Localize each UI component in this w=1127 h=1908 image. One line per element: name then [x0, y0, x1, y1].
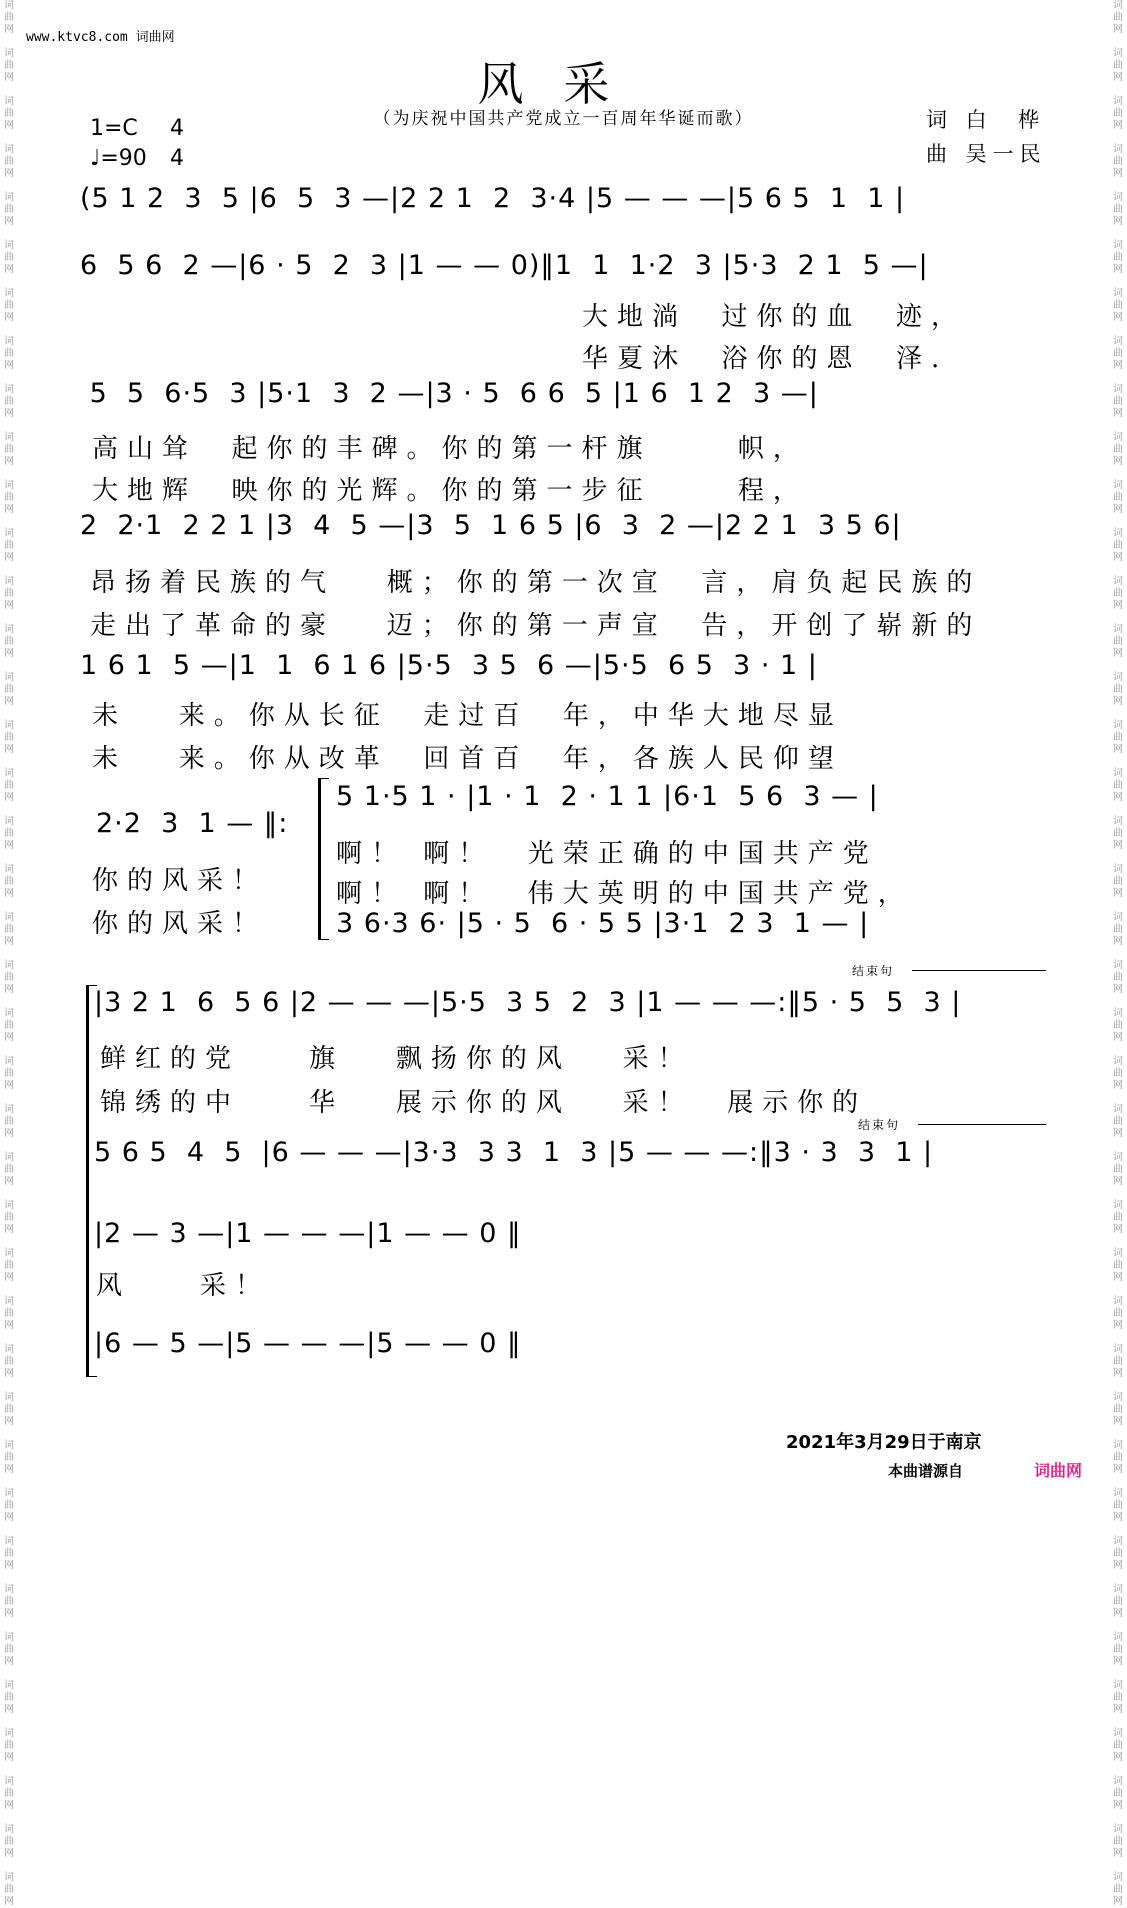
- notation-line: |6 — 5 —|5 — — —|5 — — 0 ‖: [94, 1328, 522, 1359]
- notation-line: |3 2 1 6 5 6 |2 — — —|5·5 3 5 2 3 |1 — — —:‖5 · 5 5 3 |: [94, 987, 962, 1018]
- lyric-line: 风 采！: [96, 1271, 271, 1301]
- lyric-line: 你的风采！: [92, 866, 268, 896]
- notation-line: 6 5 6 2 —|6 · 5 2 3 |1 — — 0)‖1 1 1·2 3 |5·3 2 1 5 —|: [80, 250, 929, 281]
- notation-line: |2 — 3 —|1 — — —|1 — — 0 ‖: [94, 1218, 522, 1249]
- composition-date: 2021年3月29日于南京: [786, 1432, 982, 1453]
- ending-mark: 结束句: [858, 1118, 901, 1132]
- lyric-line: 大地辉 映你的光辉。你的第一步征 程，: [92, 476, 808, 506]
- notation-line-upper-part: 5 1·5 1 · |1 · 1 2 · 1 1 |6·1 5 6 3 — |: [336, 781, 879, 812]
- lyric-line: 啊！ 啊！ 光荣正确的中国共产党: [336, 839, 878, 869]
- notation-line: 2·2 3 1 — ‖:: [96, 808, 289, 839]
- song-title: 风采: [477, 57, 650, 111]
- notation-line-lower-part: 3 6·3 6· |5 · 5 6 · 5 5 |3·1 2 3 1 — |: [336, 908, 870, 939]
- site-url[interactable]: www.ktvc8.com 词曲网: [26, 30, 175, 45]
- notation-line: 5 5 6·5 3 |5·1 3 2 —|3 · 5 6 6 5 |1 6 1 2 3 —|: [80, 378, 819, 409]
- lyric-line: 啊！ 啊！ 伟大英明的中国共产党，: [336, 879, 913, 909]
- time-signature-top: 4: [170, 116, 184, 141]
- lyric-line: 华夏沐 浴你的恩 泽.: [582, 344, 949, 374]
- ending-mark: 结束句: [852, 964, 895, 978]
- lyric-line: 昂扬着民族的气 概；你的第一次宣 言，肩负起民族的: [90, 568, 982, 598]
- lyric-line: 你的风采！: [92, 909, 268, 939]
- ending-line: [918, 1124, 1046, 1125]
- system-bracket: [86, 985, 97, 1377]
- notation-line: 2 2·1 2 2 1 |3 4 5 —|3 5 1 6 5 |6 3 2 —|2 2 1 3 5 6|: [80, 510, 902, 541]
- lyric-line: 大地淌 过你的血 迹，: [582, 302, 967, 332]
- lyric-line: 走出了革命的豪 迈；你的第一声宣 告，开创了崭新的: [90, 611, 982, 641]
- notation-line: 5 6 5 4 5 |6 — — —|3·3 3 3 1 3 |5 — — —:‖3 · 3 3 1 |: [94, 1137, 934, 1168]
- song-subtitle: （为庆祝中国共产党成立一百周年华诞而歌）: [373, 109, 754, 129]
- left-watermark-strip: 词 曲 网 词 曲 网 词 曲 网 词 曲 网 词 曲 网 词 曲 网 词 曲 网 词 曲 网 词 曲 网 词 曲 网 词 曲 网 词 曲 网 词 曲 网 词 曲 网 词 曲 网 词 曲 网 词 曲 网 词 曲 网 词 曲 网 词 曲 网 词 曲 网 词 曲 网 词 曲 网 词 曲 网 词 曲 网 词 曲 网 词 曲 网 词 曲 网 词 曲 网 词 曲 网 词 曲 网 词 曲 网 词 曲 网 词 曲 网 词 曲 网 词 曲 网 词 曲 网 词 曲 网 词 曲 网 词 曲 网: [4, 0, 14, 1907]
- source-label: 本曲谱源自: [888, 1462, 964, 1480]
- ending-line: [912, 970, 1046, 971]
- lyric-line: 未 来。你从长征 走过百 年，中华大地尽显: [92, 701, 843, 731]
- right-watermark-strip: 词 曲 网 词 曲 网 词 曲 网 词 曲 网 词 曲 网 词 曲 网 词 曲 网 词 曲 网 词 曲 网 词 曲 网 词 曲 网 词 曲 网 词 曲 网 词 曲 网 词 曲 网 词 曲 网 词 曲 网 词 曲 网 词 曲 网 词 曲 网 词 曲 网 词 曲 网 词 曲 网 词 曲 网 词 曲 网 词 曲 网 词 曲 网 词 曲 网 词 曲 网 词 曲 网 词 曲 网 词 曲 网 词 曲 网 词 曲 网 词 曲 网 词 曲 网 词 曲 网 词 曲 网 词 曲 网 词 曲 网: [1113, 0, 1123, 1907]
- lyric-line: 鲜红的党 旗 飘扬你的风 采！: [100, 1044, 693, 1074]
- composer-credit: 曲 吴一民: [926, 142, 1047, 166]
- lyricist-credit: 词 白 桦: [926, 108, 1046, 132]
- time-signature-bottom: 4: [170, 146, 184, 171]
- key-signature: 1=C: [90, 116, 138, 141]
- lyric-line: 锦绣的中 华 展示你的风 采！ 展示你的: [100, 1088, 868, 1118]
- lyric-line: 未 来。你从改革 回首百 年，各族人民仰望: [92, 744, 843, 774]
- tempo-mark: ♩=90: [90, 146, 147, 171]
- lyric-line: 高山耸 起你的丰碑。你的第一杆旗 帜，: [92, 434, 808, 464]
- part-bracket: [318, 778, 329, 940]
- notation-line: 1 6 1 5 —|1 1 6 1 6 |5·5 3 5 6 —|5·5 6 5 3 · 1 |: [80, 650, 818, 681]
- notation-line: (5 1 2 3 5 |6 5 3 —|2 2 1 2 3·4 |5 — — —|5 6 5 1 1 |: [80, 183, 906, 214]
- brand-link[interactable]: 词曲网: [1034, 1461, 1083, 1480]
